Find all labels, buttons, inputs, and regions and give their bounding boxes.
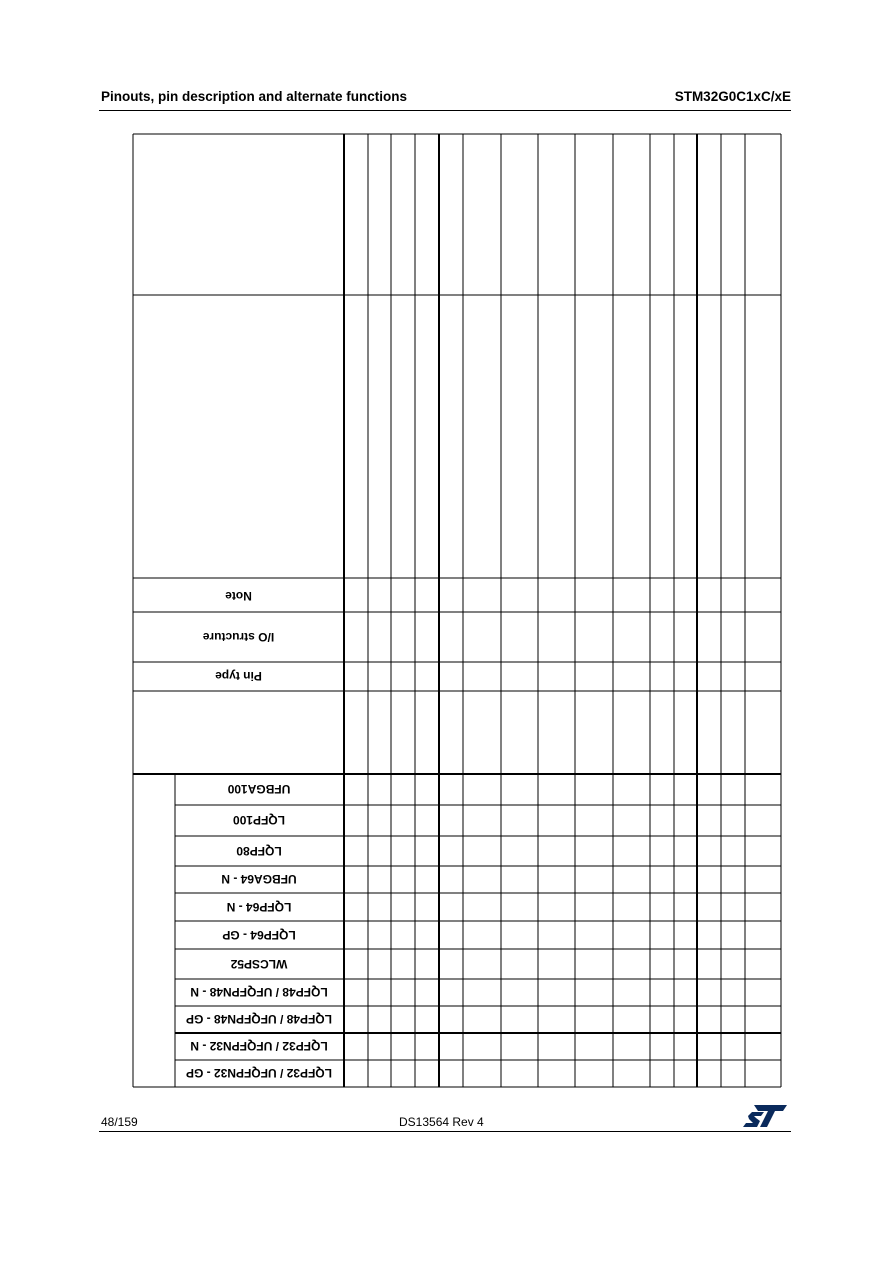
row-label-note: Note: [225, 589, 252, 603]
package-label-lqfp32-gp: LQFP32 / UFQFPN32 - GP: [185, 1066, 333, 1081]
st-logo-icon: [742, 1104, 788, 1128]
row-label-io-structure: I/O structure: [202, 630, 275, 645]
package-label-lqfp100: LQFP100: [232, 813, 286, 828]
package-label-lqfp48-gp: LQFP48 / UFQFPN48 - GP: [185, 1012, 333, 1027]
package-label-wlcsp52: WLCSP52: [230, 957, 288, 971]
page-number: 48/159: [101, 1115, 138, 1129]
package-label-ufbga64-n: UFBGA64 - N: [221, 872, 297, 887]
package-label-lqfp80: LQFP80: [236, 844, 282, 859]
row-label-pin-type: Pin type: [215, 669, 262, 684]
section-title: Pinouts, pin description and alternate functions: [101, 89, 408, 104]
footer-rule: [99, 1131, 791, 1132]
document-id: DS13564 Rev 4: [399, 1115, 484, 1129]
package-label-ufbga100: UFBGA100: [227, 782, 291, 797]
package-label-lqfp64-n: LQFP64 - N: [226, 900, 292, 914]
package-label-lqfp32-n: LQFP32 / UFQFPN32 - N: [190, 1039, 328, 1054]
product-name: STM32G0C1xC/xE: [674, 89, 791, 104]
package-label-lqfp48-n: LQFP48 / UFQFPN48 - N: [190, 985, 328, 1000]
package-label-lqfp64-gp: LQFP64 - GP: [222, 928, 296, 942]
